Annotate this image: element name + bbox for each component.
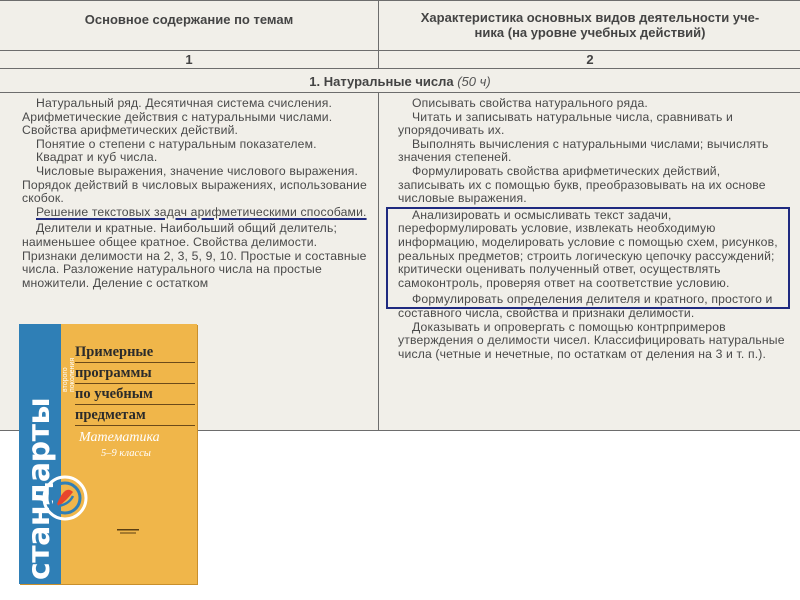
book-title bbox=[75, 344, 195, 428]
activity-definitions: Формулировать определения делителя и кратного, простого и составного числа, свойства и признаки делимости. bbox=[398, 292, 773, 320]
book-publisher-mark bbox=[117, 528, 139, 538]
table-border-top bbox=[0, 0, 800, 1]
column-divider bbox=[378, 92, 379, 430]
book-title-line2: программы bbox=[75, 365, 195, 384]
book-title-line3: по учебным bbox=[75, 386, 195, 405]
column-header-2-line1: Характеристика основных видов деятельности уче- bbox=[420, 10, 760, 25]
activity-properties: Формулировать свойства арифметических действий, записывать их с помощью букв, преобразовывать на их основе числовые выражения. bbox=[398, 163, 766, 206]
content-column bbox=[22, 97, 368, 290]
activity-analyze: Анализировать и осмысливать текст задачи, переформулировать условие, извлекать необходимую информацию, моделировать условие с помощью схем, рисунков, реальных предметов; строить логическую цепочку рассуждений; критически оценивать полученный ответ, осуществлять самоконтроль, проверяя ответ на соответствие условию. bbox=[398, 207, 778, 290]
column-header-2 bbox=[380, 10, 800, 40]
section-hours: (50 ч) bbox=[457, 74, 491, 89]
book-title-line1: Примерные bbox=[75, 344, 195, 363]
section-title bbox=[0, 74, 800, 89]
publisher-logo-icon bbox=[117, 528, 139, 536]
standard-logo-icon bbox=[41, 474, 89, 522]
book-generation-line2: поколения bbox=[69, 357, 76, 392]
activity-describe: Описывать свойства натурального ряда. bbox=[412, 96, 648, 110]
content-divisibility: Делители и кратные. Наибольший общий делитель; наименьшее общее кратное. Свойства делимости. Признаки делимости на 2, 3, 5, 9, 10. Простые и составные числа. Разложение натурального числа на простые множители. Деление с остатком bbox=[22, 221, 367, 290]
content-expressions: Числовые выражения, значение числового выражения. Порядок действий в числовых выражениях, использование скобок. bbox=[22, 163, 367, 206]
column-number-1: 1 bbox=[185, 52, 193, 67]
column-divider-top bbox=[378, 0, 379, 68]
book-grades: 5–9 классы bbox=[101, 448, 151, 459]
content-word-problems bbox=[22, 206, 368, 220]
content-square-cube: Квадрат и куб числа. bbox=[36, 150, 158, 165]
section-divider bbox=[0, 92, 800, 93]
content-word-problems-text: Решение текстовых задач арифметическими способами. bbox=[36, 204, 367, 219]
activity-read-write: Читать и записывать натуральные числа, сравнивать и упорядочивать их. bbox=[398, 109, 733, 138]
book-title-line4: предметам bbox=[75, 407, 195, 426]
book-cover bbox=[19, 324, 197, 584]
content-natural-series: Натуральный ряд. Десятичная система счисления. Арифметические действия с натуральными числами. Свойства арифметических действий. bbox=[22, 96, 333, 138]
column-header-2-line2: ника (на уровне учебных действий) bbox=[474, 25, 706, 40]
book-subject: Математика bbox=[79, 430, 160, 445]
column-header-1: Основное содержание по темам bbox=[84, 12, 294, 27]
column-number-2: 2 bbox=[586, 52, 594, 67]
number-row-divider bbox=[0, 68, 800, 69]
book-generation-line1: второго bbox=[62, 367, 69, 392]
content-power: Понятие о степени с натуральным показателем. bbox=[36, 136, 317, 151]
section-name: 1. Натуральные числа bbox=[309, 74, 454, 89]
book-spine-text: стандарты bbox=[22, 397, 57, 580]
highlight-box bbox=[386, 207, 790, 309]
activity-compute: Выполнять вычисления с натуральными числами; вычислять значения степеней. bbox=[398, 136, 769, 165]
book-generation bbox=[61, 330, 75, 394]
activity-prove: Доказывать и опровергать с помощью контрпримеров утверждения о делимости чисел. Классифицировать натуральные числа (четные и нечетные, по остаткам от деления на 3 и т. п.). bbox=[398, 319, 785, 361]
header-divider bbox=[0, 50, 800, 51]
